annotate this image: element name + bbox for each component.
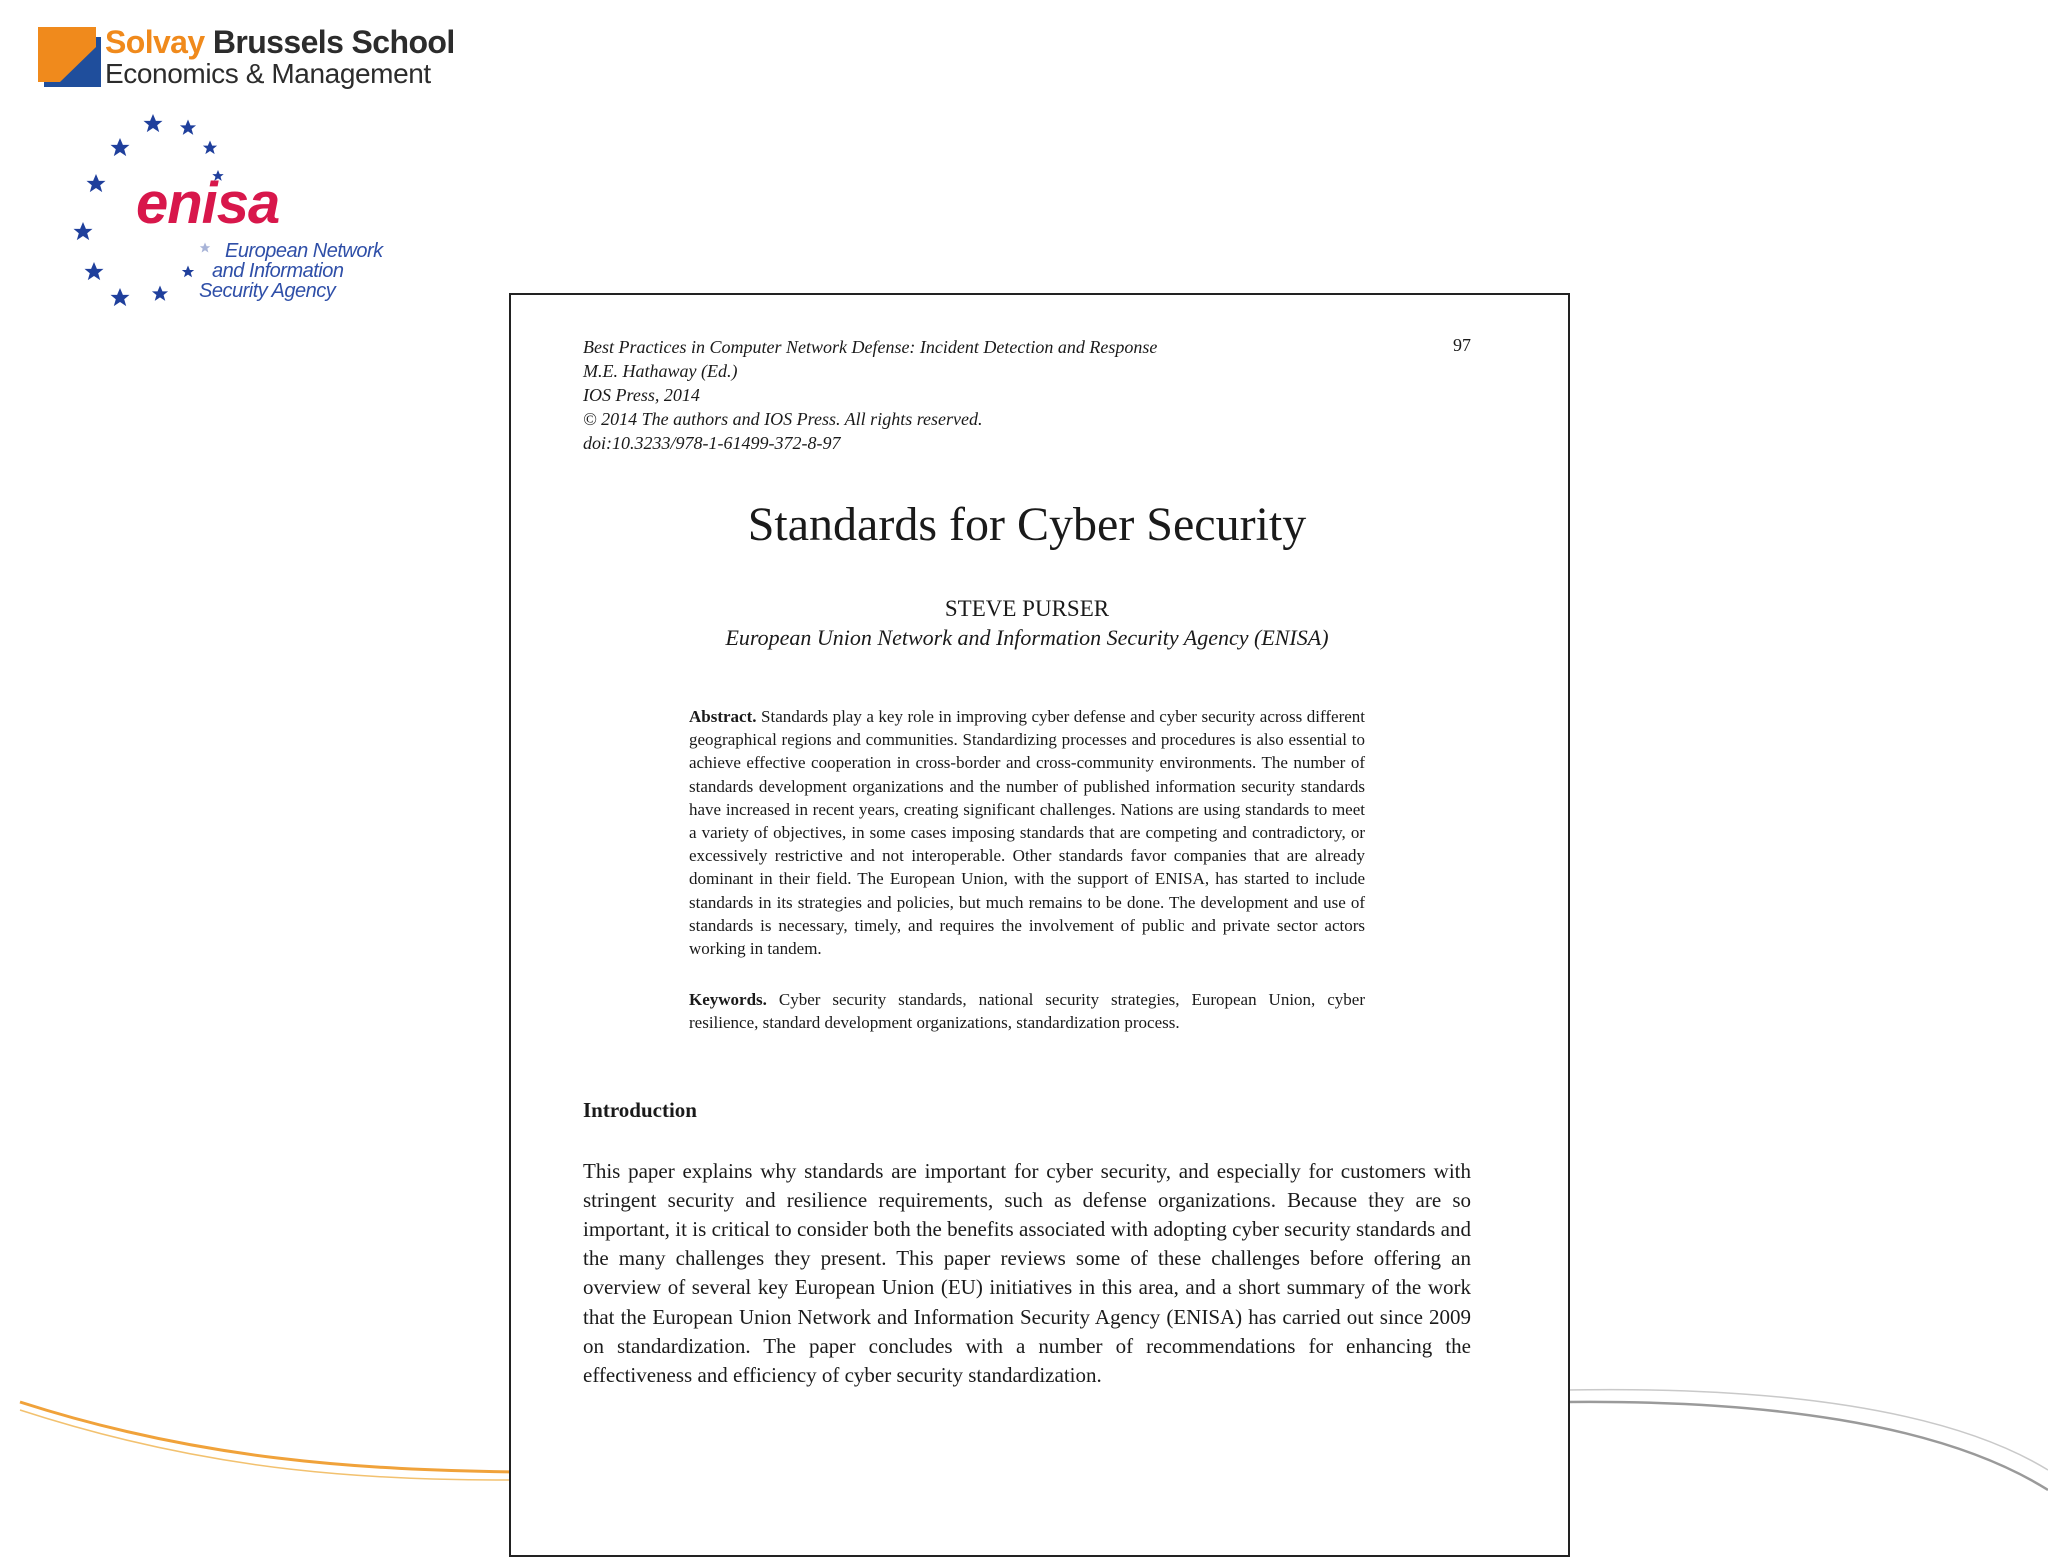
enisa-subtitle-line-2: and Information	[212, 260, 344, 282]
enisa-subtitle-line-3: Security Agency	[199, 280, 336, 302]
header-copyright: © 2014 The authors and IOS Press. All rights reserved.	[583, 409, 983, 429]
introduction-heading: Introduction	[583, 1097, 697, 1122]
keywords-label: Keywords.	[689, 990, 767, 1010]
paper-content	[583, 335, 1471, 1390]
author-affiliation: European Union Network and Information Security Agency (ENISA)	[725, 625, 1329, 650]
publication-header	[583, 335, 1471, 455]
header-doi: doi:10.3233/978-1-61499-372-8-97	[583, 433, 841, 453]
swoosh-gray-line	[1566, 1402, 2048, 1490]
paper-title: Standards for Cyber Security	[747, 498, 1307, 551]
solvay-logo	[38, 24, 455, 94]
solvay-word: Solvay	[105, 24, 205, 60]
solvay-logo-line1	[105, 24, 455, 60]
enisa-wordmark: enisa	[136, 171, 280, 236]
header-editor: M.E. Hathaway (Ed.)	[583, 361, 738, 381]
paper-page	[509, 293, 1570, 1557]
header-publisher: IOS Press, 2014	[583, 385, 700, 405]
abstract-label: Abstract.	[689, 707, 757, 726]
author-name: STEVE PURSER	[944, 596, 1110, 621]
abstract-text: Standards play a key role in improving cyber defense and cyber security across different geographical regions and communities. Standardizing processes and procedures is also essential to achieve effective cooperation in cross-border and cross-community environments. The number of standards development organizations and the number of published information security standards have increased in recent years, creating significant challenges. Nations are using standards to meet a variety of objectives, in some cases imposing standards that are competing and contradictory, or excessively restrictive and not interoperable. Other standards favor companies that are already dominant in their field. The European Union, with the support of ENISA, has started to include standards in its strategies and policies, but much remains to be done. The development and use of standards is necessary, timely, and requires the involvement of public and private sector actors working in tandem.	[689, 707, 1365, 959]
keywords-text: Cyber security standards, national security strategies, European Union, cyber resilience, standard development organizations, standardization process.	[689, 990, 1366, 1033]
solvay-logo-line2: Economics & Management	[105, 58, 431, 89]
swoosh-orange-line	[20, 1402, 520, 1472]
enisa-logo	[60, 100, 420, 320]
enisa-subtitle-line-1: European Network	[225, 240, 383, 262]
header-book-title: Best Practices in Computer Network Defense: Incident Detection and Response	[583, 337, 1158, 357]
solvay-logo-mark-icon	[38, 27, 101, 87]
abstract	[689, 705, 1365, 960]
page-number: 97	[1453, 335, 1471, 355]
brussels-school-word: Brussels School	[212, 24, 455, 60]
introduction-paragraph: This paper explains why standards are important for cyber security, and especially for customers with stringent security and resilience requirements, such as defense organizations. Because they are so important, it is critical to consider both the benefits associated with adopting cyber security standards and the many challenges they present. This paper reviews some of these challenges before offering an overview of several key European Union (EU) initiatives in this area, and a short summary of the work that the European Union Network and Information Security Agency (ENISA) has carried out since 2009 on standardization. The paper concludes with a number of recommendations for enhancing the effectiveness and efficiency of cyber security standardization.	[583, 1158, 1471, 1388]
keywords	[689, 988, 1365, 1034]
